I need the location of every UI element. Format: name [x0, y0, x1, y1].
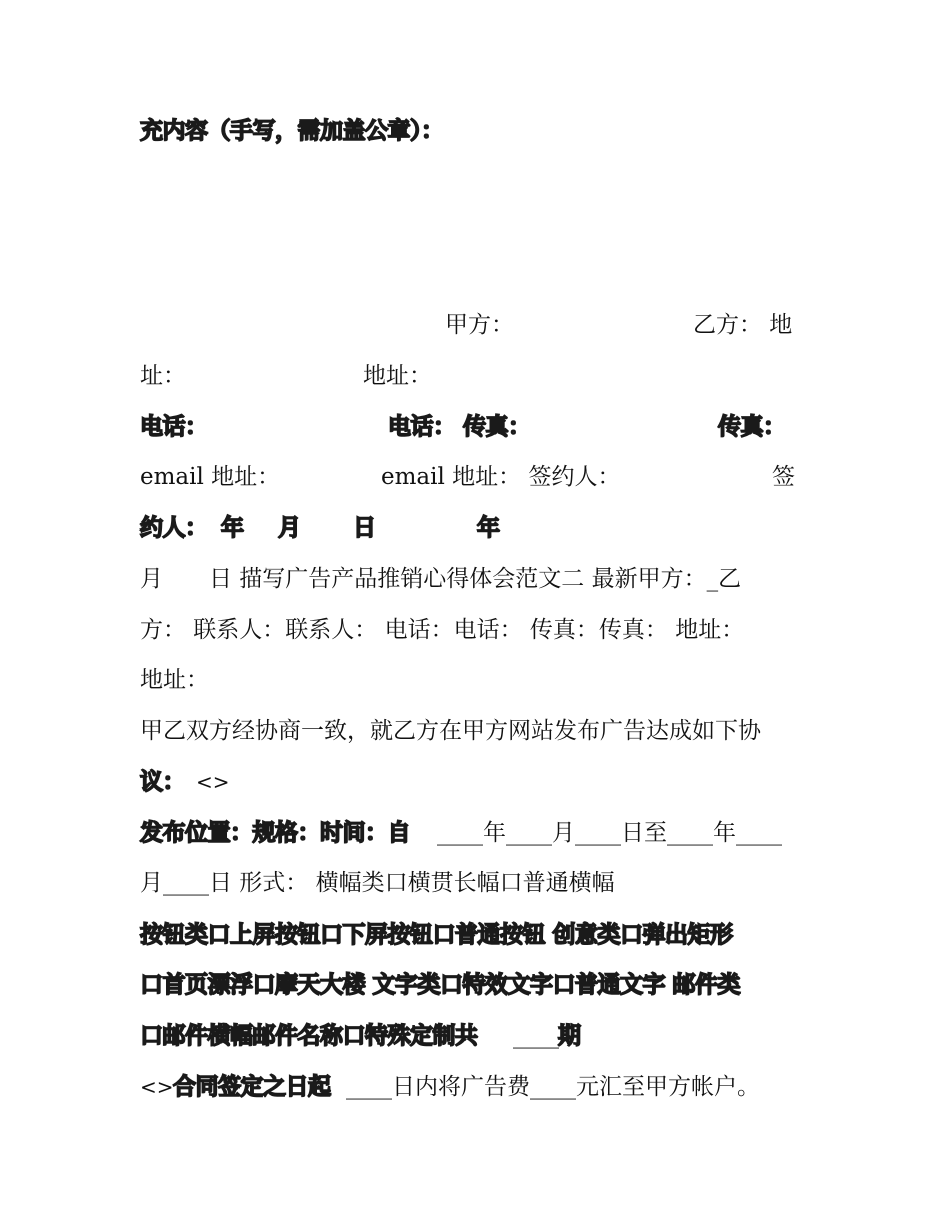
- year-label-1: 年: [221, 515, 244, 541]
- phone-a-label: 电话：: [140, 414, 208, 440]
- line-11-plain: ____年____月____日至____年____: [437, 820, 782, 846]
- text-line-9: [140, 714, 810, 748]
- heading-line: [140, 114, 810, 148]
- line-15-end: 期: [558, 1023, 581, 1049]
- email-a-label: email 地址：: [140, 464, 281, 490]
- line-16-plain-2: ____日内将广告费____元汇至甲方帐户。: [346, 1074, 760, 1100]
- phone-fax-label: 电话： 传真：: [388, 414, 531, 440]
- phone-line: [140, 410, 810, 444]
- line-13-text: 按钮类口上屏按钮口下屏按钮口普通按钮 创意类口弹出矩形: [140, 922, 733, 948]
- line-14-text: 口首页漂浮口摩天大楼 文字类口特效文字口普通文字 邮件类: [140, 972, 741, 998]
- signer-tail-label: 约人：: [140, 515, 208, 541]
- line-10-plain: <>: [196, 770, 230, 794]
- line-16-plain-1: <>: [140, 1075, 174, 1099]
- fax-b-label: 传真：: [718, 414, 786, 440]
- text-line-11: [140, 816, 810, 850]
- heading-text: 充内容（手写，需加盖公章）：: [140, 118, 444, 144]
- line-15-blank: ____: [513, 1023, 559, 1049]
- text-line-16: [140, 1070, 810, 1104]
- line-6-text: 月 日 描写广告产品推销心得体会范文二 最新甲方：_乙: [140, 566, 742, 592]
- party-a-label: 甲方：: [445, 312, 514, 338]
- year-label-2: 年: [477, 515, 500, 541]
- address-b-label: 地址：: [363, 363, 432, 389]
- text-line-10: [140, 765, 810, 799]
- text-line-8: [140, 663, 810, 697]
- line-11-outline: 发布位置：规格：时间：自: [140, 820, 410, 846]
- line-7-text: 方： 联系人：联系人： 电话：电话： 传真：传真： 地址：: [140, 617, 745, 643]
- party-line: [140, 308, 810, 342]
- email-b-signer-label: email 地址： 签约人：: [381, 464, 621, 490]
- line-16-outline: 合同签定之日起: [173, 1074, 331, 1100]
- line-15-outline: 口邮件横幅邮件名称口特殊定制共: [140, 1023, 478, 1049]
- signer-date-line: [140, 511, 810, 545]
- address-a-tail: 址：: [140, 363, 186, 389]
- sign-char: 签: [772, 464, 795, 490]
- text-line-14: [140, 968, 810, 1002]
- line-12-text: 月____日 形式： 横幅类口横贯长幅口普通横幅: [140, 870, 615, 896]
- text-line-6: [140, 562, 810, 596]
- text-line-7: [140, 613, 810, 647]
- text-line-13: [140, 918, 810, 952]
- text-line-15: [140, 1019, 810, 1053]
- party-b-label: 乙方： 地: [693, 312, 793, 338]
- email-line: [140, 460, 810, 494]
- line-10-outline: 议：: [140, 769, 185, 795]
- address-line: [140, 359, 810, 393]
- month-label-1: 月: [278, 515, 301, 541]
- line-8-text: 地址：: [140, 667, 209, 693]
- text-line-12: [140, 866, 810, 900]
- day-label-1: 日: [353, 515, 376, 541]
- line-9-text: 甲乙双方经协商一致，就乙方在甲方网站发布广告达成如下协: [140, 718, 761, 744]
